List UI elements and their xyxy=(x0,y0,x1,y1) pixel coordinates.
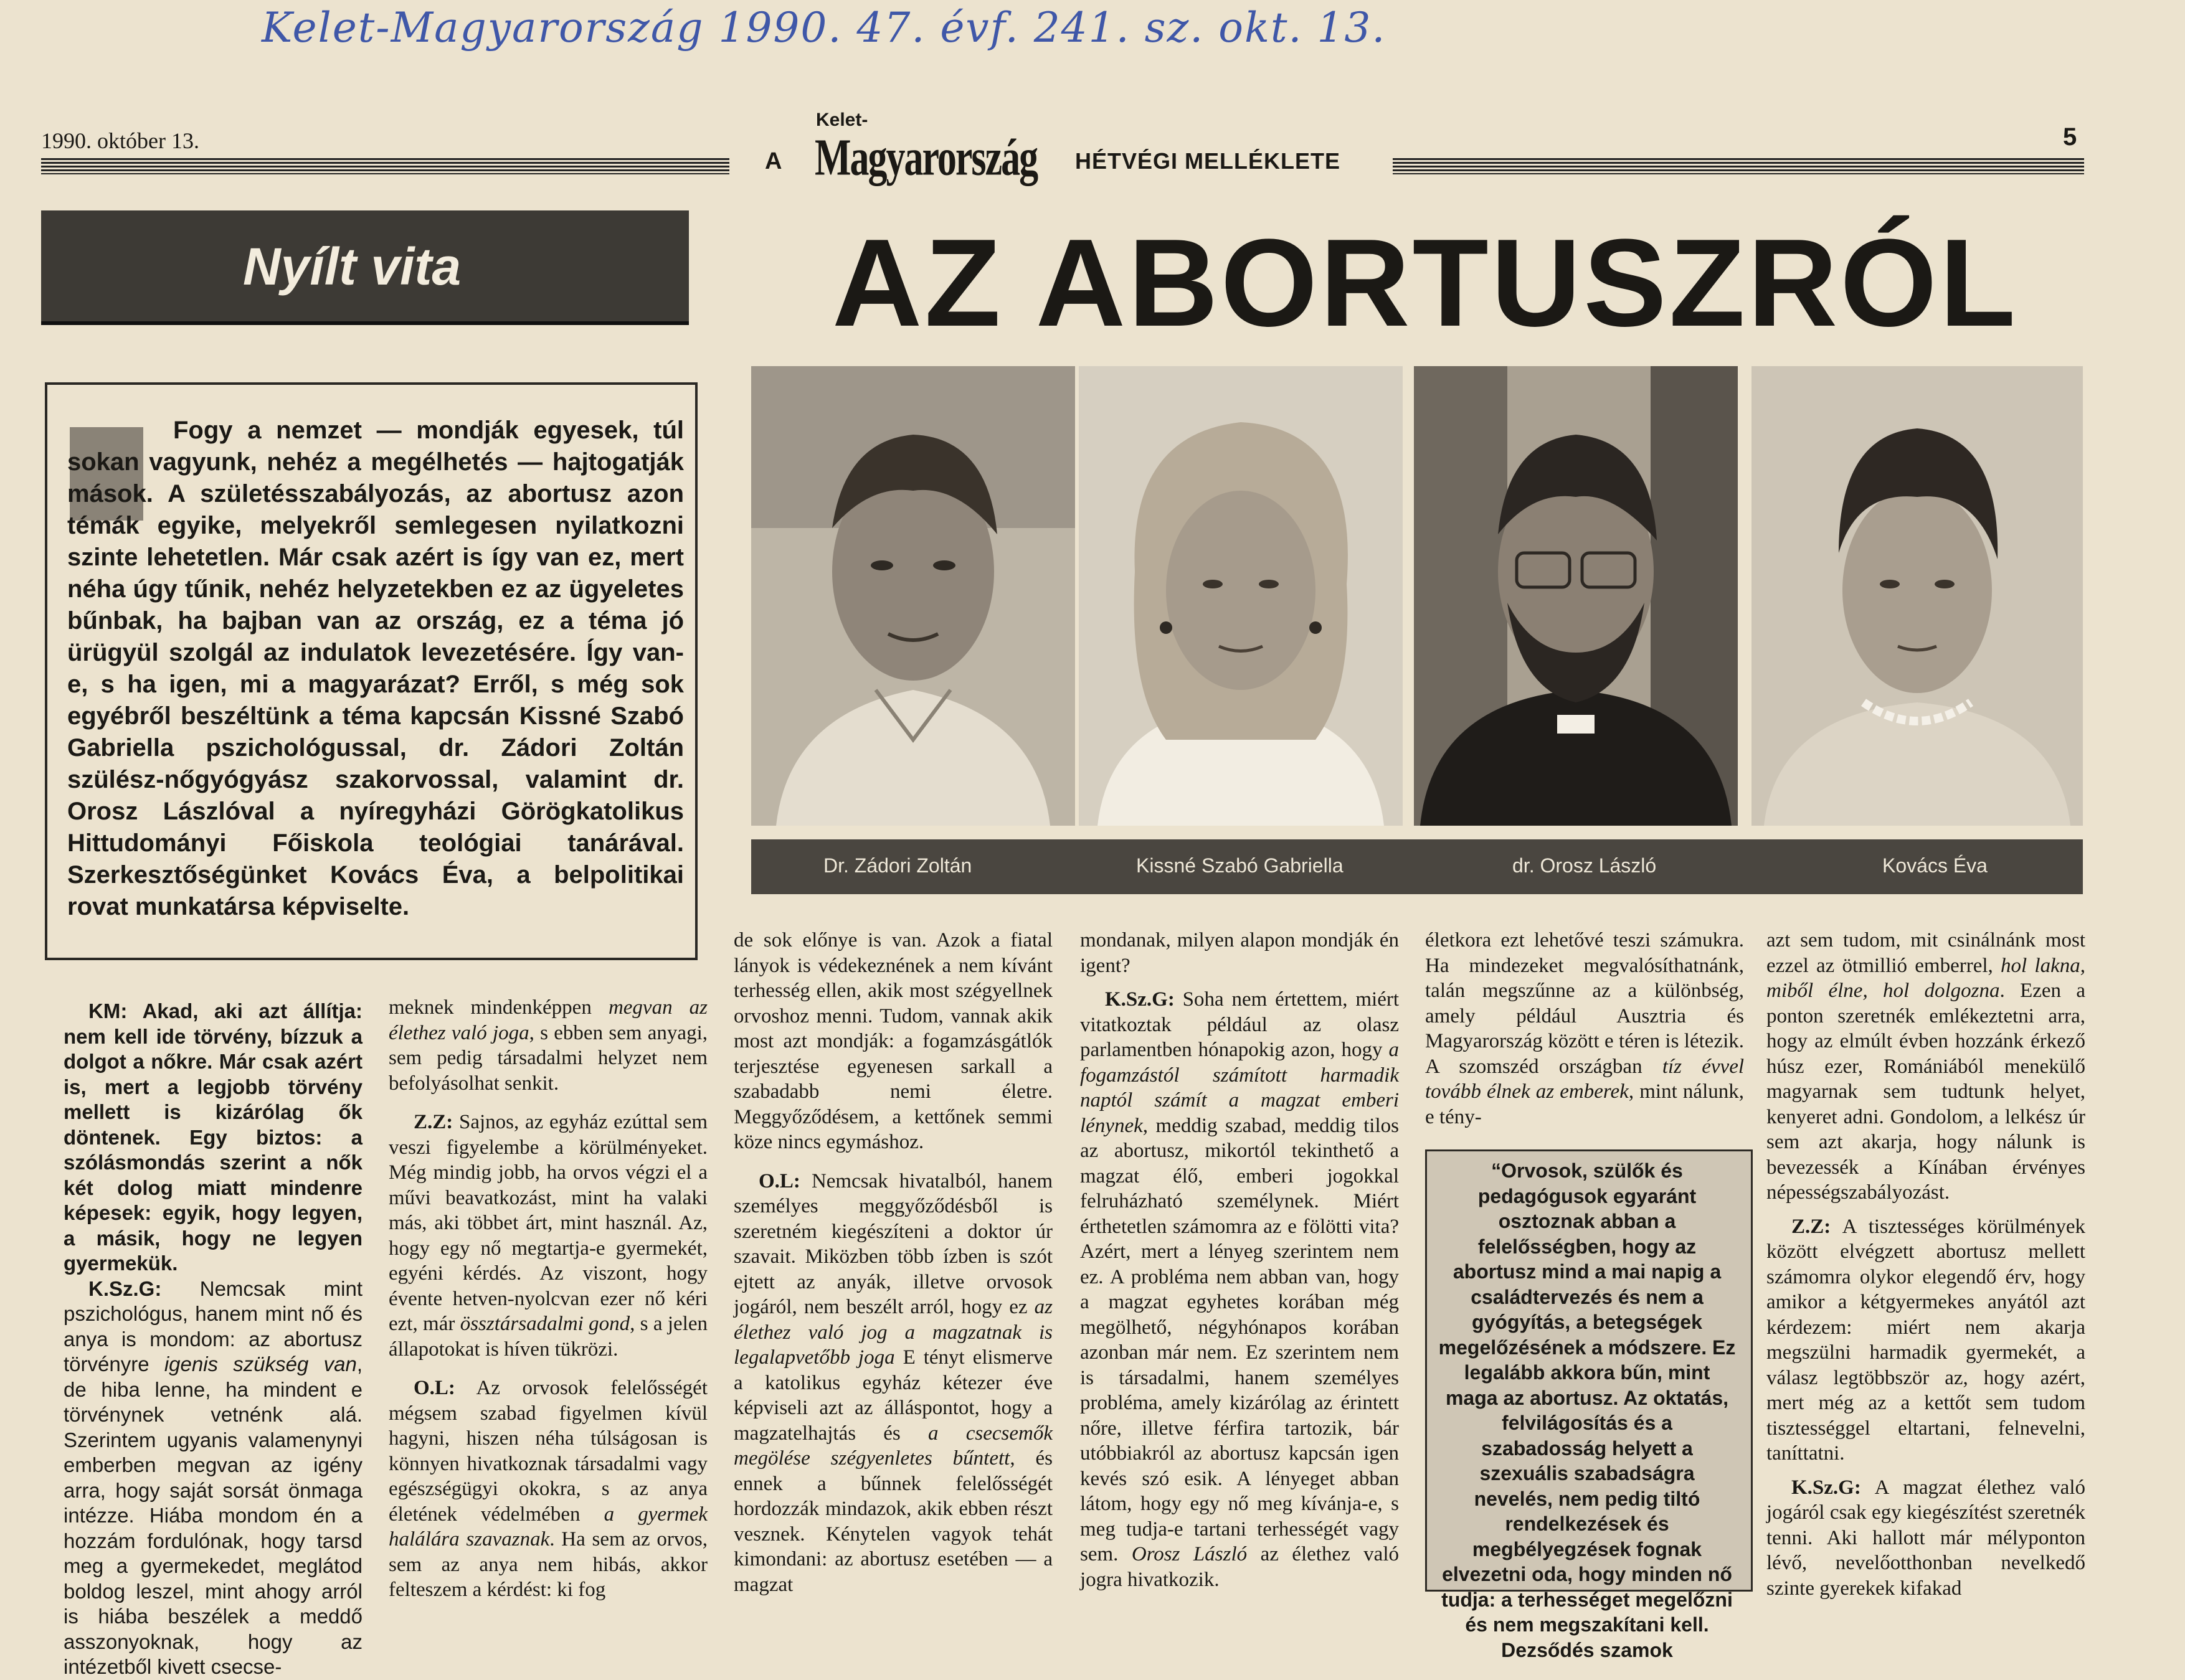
portrait-photo-kovacs xyxy=(1751,366,2083,826)
col3-text: Nemcsak hivatalból, hanem személyes meggyőződésből is szeretném kiegészíteni a doktor úr szavait. Miközben több ízben is szót ejtett az anyák, illetve orvosok jogáról, nem beszélt arról, hogy ez xyxy=(734,1169,1053,1318)
page-number: 5 xyxy=(2063,123,2077,151)
handwritten-note: Kelet-Magyarország 1990. 47. évf. 241. sz. okt. 13. xyxy=(262,4,1386,52)
article-column-5 xyxy=(1425,928,1744,1140)
col6-text: azt sem tudom, mit csinálnánk most ezzel az ötmillió emberrel, xyxy=(1766,929,2085,977)
col6-text: A magzat élethez való jogáról csak egy kiegészítést szeretnék tenni. Aki hallott már mélyponton lévő, nevelőotthonban nevelkedő szinte gyerekek kifakad xyxy=(1766,1476,2085,1600)
col2-text: , s ebben sem anyagi, sem pedig társadalmi helyzet nem befolyásolhat senkit. xyxy=(389,1021,708,1095)
col6-text: A tisztességes körülmények között elvégzett abortusz mellett számomra olykor elegendő érv, hogy amikor a kétgyermekes anyától azt kérdezem: miért nem akarja megszülni harmadik gyermekét, a válasz legtöbbször az, hogy azért, mert még az a kettőt sem tudom tisztességgel eltartani, felnevelni, taníttatni. xyxy=(1766,1215,2085,1465)
col2-text: meknek mindenképpen xyxy=(389,996,609,1019)
masthead-rule-left xyxy=(41,158,729,174)
col3-paragraph-1: de sok előnye is van. Azok a fiatal lányok is védekeznének a nem kívánt terhesség ellen, akik most szégyellnek orvoshoz menni. Tudom, vannak akik most azt mondják: a fogamzásgátlók terjesztése egyenesen sarkall a szabadabb nemi életre. Meggyőződésem, a kettőnek semmi köze nincs egymáshoz. xyxy=(734,929,1053,1153)
col5-text: életkora ezt lehetővé teszi számukra. Ha mindezeket megvalósíthatnánk, talán megszűnne az a különbség, amely például Ausztria és Magyarország között e téren is létezik. A szomszéd országban xyxy=(1425,929,1744,1078)
portrait-photo-orosz xyxy=(1414,366,1738,826)
caption-kovacs: Kovács Éva xyxy=(1882,854,1988,877)
speaker-label: Z.Z: xyxy=(1791,1215,1831,1238)
issue-date: 1990. október 13. xyxy=(41,128,199,153)
col3-emphasis: az élethez való jog a magzatnak is legalapvetőbb joga xyxy=(734,1296,1053,1369)
col2-paragraph-2 xyxy=(389,1110,708,1362)
col6-paragraph-3 xyxy=(1766,1475,2085,1602)
article-column-3 xyxy=(734,928,1053,1596)
col3-text: E tényt elismerve a katolikus egyház kétezer éve képviseli azt az álláspontot, hogy a magzatelhajtás és xyxy=(734,1346,1053,1445)
caption-kissne: Kissné Szabó Gabriella xyxy=(1136,854,1344,877)
speaker-label: O.L: xyxy=(759,1169,800,1192)
portrait-photo-zadori xyxy=(751,366,1075,826)
col5-text: , mint nálunk, e tény- xyxy=(1425,1080,1744,1128)
col4-paragraph-2 xyxy=(1080,987,1399,1592)
speaker-label: K.Sz.G: xyxy=(1791,1476,1861,1499)
col3-emphasis: a csecsemők megölése szégyenletes bűntett xyxy=(734,1422,1053,1470)
speaker-label: K.Sz.G: xyxy=(88,1277,162,1300)
col2-text: Sajnos, az egyház ezúttal sem veszi figyelembe a körülményeket. Még mindig jobb, ha orvos végzi el a művi beavatkozást, mint ha valaki más, aki többet árt, mint használ. Az, hogy egy nő megtartja-e gyermekét, egyéni kérdés. Az viszont, hogy évente hetven-nyolcvan ezer nő kéri ezt, már xyxy=(389,1111,708,1335)
speaker-label: K.Sz.G: xyxy=(1105,988,1175,1011)
col3-paragraph-2 xyxy=(734,1169,1053,1598)
masthead-a: A xyxy=(765,148,782,174)
col6-emphasis: hol lakna, miből élne, hol dolgozna xyxy=(1766,954,2086,1002)
masthead-rule-right xyxy=(1393,158,2084,174)
pull-quote-text: “Orvosok, szülők és pedagógusok egyaránt osztoznak abban a felelősségben, hogy az abortusz mind a mai napig a családtervezés és nem a gyógyítás, a betegségek megelőzésének a módszere. Ez legalább akkora bűn, mint maga az abortusz. Az oktatás, felvilágosítás és a szabadosság helyett a szexuális szabadságra nevelés, nem pedig tiltó rendelkezések és megbélyegzések fognak elvezetni oda, hogy minden nő tudja: a terhességet megelőzni és nem megszakítani kell. Dezsődés szamok xyxy=(1438,1159,1736,1661)
col2-text: . Ha sem az orvos, sem az anya nem hibás, akkor felteszem a kérdést: ki fog xyxy=(389,1528,708,1601)
masthead-supplement: HÉTVÉGI MELLÉKLETE xyxy=(1075,148,1341,174)
col2-emphasis: megvan az élethez való joga xyxy=(389,996,708,1044)
caption-orosz: dr. Orosz László xyxy=(1512,854,1657,877)
section-banner-label: Nyílt vita xyxy=(243,237,462,296)
col4-text: az élethez való jogra hivatkozik. xyxy=(1080,1543,1399,1591)
col4-paragraph-1: mondanak, milyen alapon mondják én igent? xyxy=(1080,929,1399,977)
col6-paragraph-1 xyxy=(1766,928,2085,1206)
col2-text: Az orvosok felelősségét mégsem szabad figyelmen kívül hagyni, hiszen néha túlságosan is könnyen hivatkoznak társadalmi vagy egészségügyi okokra, s az anya életének védelmében xyxy=(389,1377,708,1526)
col2-paragraph-1 xyxy=(389,995,708,1096)
col2-emphasis: össztársadalmi gond xyxy=(460,1313,630,1335)
masthead-logo: Magyarország xyxy=(815,129,1038,187)
col1-paragraph-1: KM: Akad, aki azt állítja: nem kell ide törvény, bízzuk a dolgot a nőkre. Már csak azért is, mert a legjobb törvény mellett is kizárólag ők döntenek. Egy biztos: a szólásmondás szerint a nők két dolog miatt mindenre képesek: egyik, hogy legyen, a másik, hogy ne legyen gyermekük. xyxy=(64,999,363,1275)
col1-text: Nemcsak mint pszichológus, hanem mint nő és anya is mondom: az abortusz törvényre xyxy=(64,1277,363,1376)
col6-paragraph-2 xyxy=(1766,1214,2085,1466)
portrait-photo-kissne xyxy=(1079,366,1403,826)
intro-text: Fogy a nemzet — mondják egyesek, túl sokan vagyunk, nehéz a megélhetés — hajtogatják mások. A születésszabályozás, az abortusz azon témák egyike, melyekről semlegesen nyilatkozni szinte lehetetlen. Már csak azért is így van ez, mert néha úgy tűnik, nehéz helyzetekben ez az ügyeletes bűnbak, ha bajban van az ország, ez a téma jó ürügyül szolgál az indulatok levezetésére. Így van-e, s ha igen, mi a magyarázat? Erről, s még sok egyébről beszéltünk a téma kapcsán Kissné Szabó Gabriella pszichológussal, dr. Zádori Zoltán szülész-nőgyógyász szakorvossal, valamint dr. Orosz Lászlóval a nyíregyházi Görögkatolikus Hittudományi Főiskola teológiai tanárával. Szerkesztőségünket Kovács Éva, a belpolitikai rovat munkatársa képviselte. xyxy=(67,417,684,920)
headline: AZ ABORTUSZRÓL xyxy=(832,214,2018,352)
col2-paragraph-3 xyxy=(389,1376,708,1603)
speaker-label: O.L: xyxy=(414,1377,455,1399)
caption-zadori: Dr. Zádori Zoltán xyxy=(823,854,972,877)
speaker-label: Z.Z: xyxy=(414,1111,453,1133)
col1-emphasis: igenis szükség van xyxy=(164,1352,357,1376)
col1-paragraph-2 xyxy=(64,1277,363,1680)
col3-text: , és ennek a bűnnek felelősségét hordozzák mindazok, akik ebben részt vesznek. Kénytelen vagyok tehát kimondani: az abortusz esetében — a magzat xyxy=(734,1447,1053,1596)
col1-text: , de hiba lenne, ha mindent e törvénynek vetnénk alá. Szerintem ugyanis valamenynyi emberben megvan az igény arra, hogy saját sorsát önmaga intézze. Hiába mondom én a hozzám fordulónak, hogy tarsd meg a gyermekedet, meglátod boldog leszel, mint ahogy arról is hiába beszélek a meddő asszonyoknak, hogy az intézetből kivett csecse- xyxy=(64,1352,363,1678)
col6-text: . Ezen a ponton szeretnék emlékeztetni arra, hogy az elmúlt évben hozzánk érkező húsz ezer, Romániából menekülő magyarnak sem tudtunk helyet, kenyeret adni. Gondolom, a lelkész úr sem azt akarja, hogy nálunk is bevezessék a Kínában érvényes népességszabályozást. xyxy=(1766,979,2085,1204)
article-column-4 xyxy=(1080,928,1399,1591)
article-column-1 xyxy=(64,999,363,1678)
col4-emphasis: a fogamzástól számított harmadik naptól számít a magzat emberi lénynek xyxy=(1080,1039,1399,1137)
article-column-2 xyxy=(389,995,708,1601)
col5-emphasis: tíz évvel tovább élnek az emberek xyxy=(1425,1055,1745,1103)
article-column-6 xyxy=(1766,928,2086,1600)
col4-emphasis: Orosz László xyxy=(1131,1543,1248,1565)
col5-paragraph-1 xyxy=(1425,928,1744,1130)
masthead-kelet: Kelet- xyxy=(816,110,868,130)
col2-emphasis: a gyermek halálára szavaznak xyxy=(389,1503,708,1550)
col4-text: , meddig szabad, meddig tilos az abortusz, mikortól tekinthető a magzat élő, emberi jogokkal felruházható személynek. Miért érthetetlen számomra az e fölötti vita? Azért, mert a lényeg szerintem nem ez. A probléma nem abban van, hogy a magzat egyhetes korában még megölhető, négyhónapos korában azonban már nem. Ez szerintem nem is társadalmi, hanem személyes probléma, amely kizárólag az érintett nőre, illetve férfira tartozik, bár utóbbiakról az abortusz kapcsán igen kevés szó esik. A lényeget abban látom, hogy egy nő meg kívánja-e, s meg tudja-e tartani terhességét vagy sem. xyxy=(1080,1114,1399,1565)
col2-text: , s a jelen állapotokat is híven tükrözi. xyxy=(389,1313,708,1361)
col4-text: Soha nem értettem, miért vitatkoztak például az olasz parlamentben hónapokig azon, hogy xyxy=(1080,988,1399,1061)
